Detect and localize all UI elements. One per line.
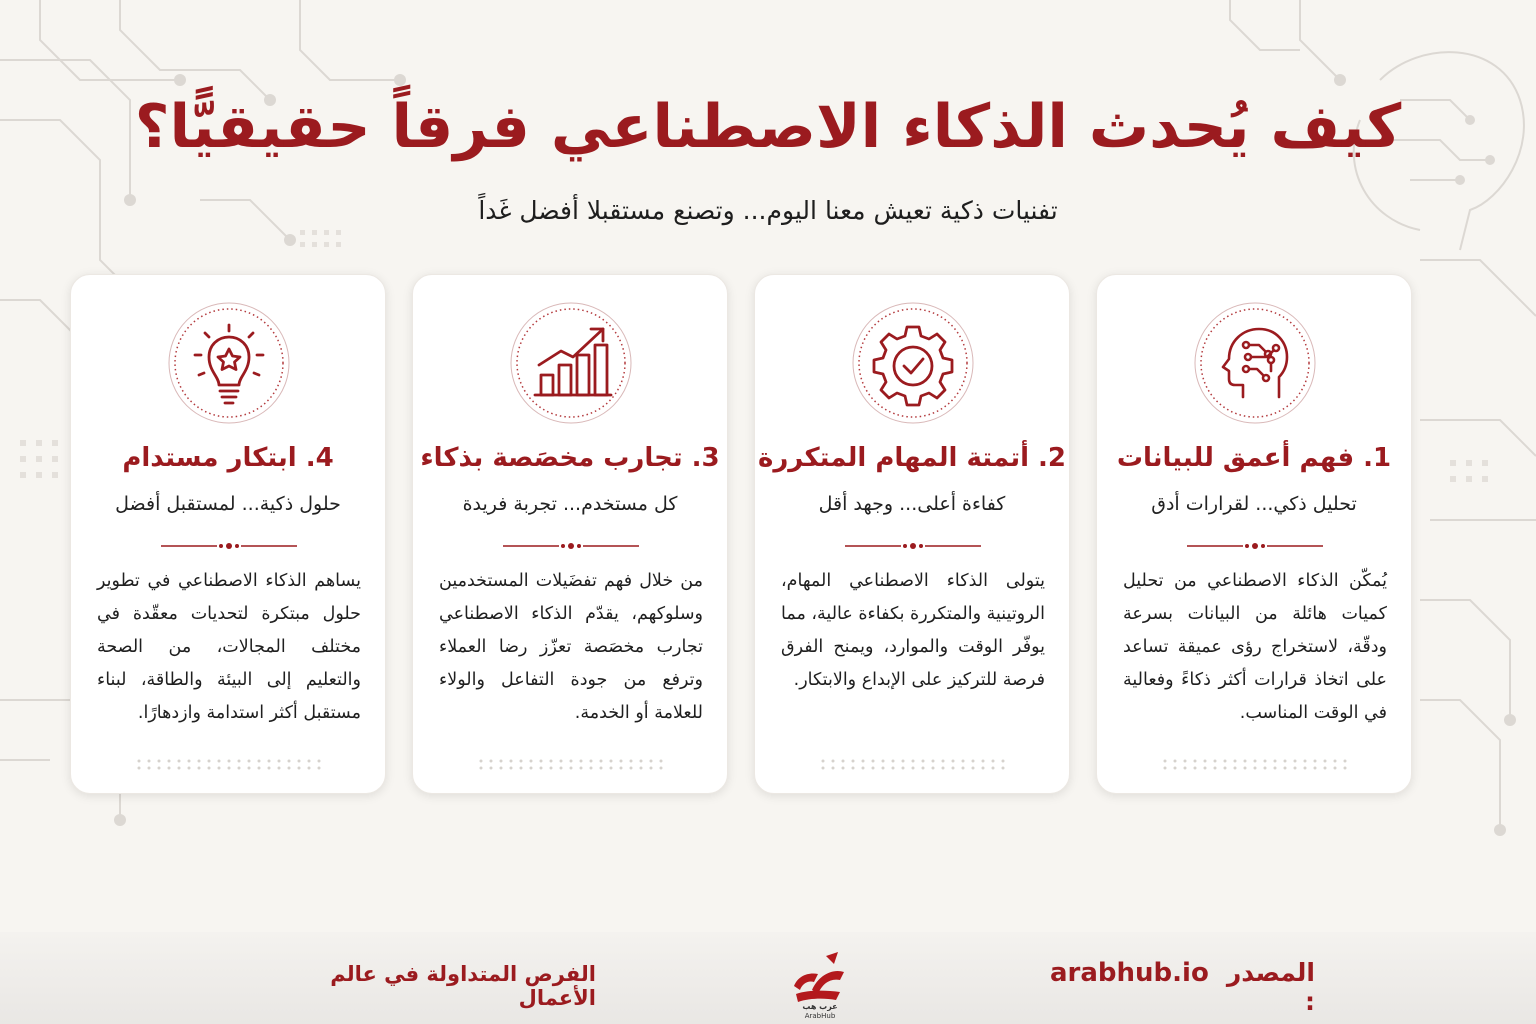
- gear-check-icon: [849, 299, 977, 427]
- brain-head-icon: [1191, 299, 1319, 427]
- card-body: يتولى الذكاء الاصطناعي المهام، الروتينية والمتكررة بكفاءة عالية، مما يوفّر الوقت والموارد، ويمنح الفرق فرصة للتركيز على الإبداع والابتكار.: [781, 571, 1045, 690]
- source-label: المصدر :: [1226, 958, 1315, 1016]
- card-title: 2. أتمتة المهام المتكررة: [757, 443, 1067, 473]
- card-subtitle: تحليل ذكي... لقرارات أدق: [1151, 493, 1357, 515]
- dots-ornament: [1155, 757, 1355, 771]
- divider-ornament: [845, 539, 981, 553]
- card-data-understanding: [1096, 274, 1412, 794]
- source-link[interactable]: arabhub.io: [1050, 958, 1209, 988]
- card-personalized-experiences: [412, 274, 728, 794]
- growth-chart-icon: [507, 299, 635, 427]
- card-subtitle: كفاءة أعلى... وجهد أقل: [818, 493, 1006, 515]
- card-title: 3. تجارب مخصَصة بذكاء: [420, 443, 720, 473]
- dots-ornament: [813, 757, 1013, 771]
- card-title: 4. ابتكار مستدام: [122, 443, 334, 473]
- dots-ornament: [471, 757, 671, 771]
- logo-arabic-text: عرب هب: [802, 1002, 838, 1011]
- feature-cards: [70, 274, 1412, 796]
- card-body: يُمكّن الذكاء الاصطناعي من تحليل كميات هائلة من البيانات بسرعة ودقّة، لاستخراج رؤى عميقة تساعد على اتخاذ قرارات أكثر ذكاءً وفعالية في الوقت المناسب.: [1123, 571, 1387, 723]
- card-body: يساهم الذكاء الاصطناعي في تطوير حلول مبتكرة لتحديات معقّدة في مختلف المجالات، من الصحة والتعليم إلى البيئة والطاقة، لبناء مستقبل أكثر استدامة وازدهارًا.: [97, 571, 361, 723]
- card-title: 1. فهم أعمق للبيانات: [1116, 443, 1392, 473]
- page-title: كيف يُحدث الذكاء الاصطناعي فرقاً حقيقيًّا؟: [134, 92, 1402, 162]
- card-subtitle: حلول ذكية... لمستقبل أفضل: [115, 493, 341, 515]
- footer-tagline: الفرص المتداولة في عالم الأعمال: [330, 962, 596, 1010]
- card-subtitle: كل مستخدم... تجربة فريدة: [462, 493, 678, 515]
- card-sustainable-innovation: [70, 274, 386, 794]
- dots-ornament: [129, 757, 329, 771]
- card-task-automation: [754, 274, 1070, 794]
- lightbulb-star-icon: [165, 299, 293, 427]
- card-body: من خلال فهم تفضَيلات المستخدمين وسلوكهم، يقدّم الذكاء الاصطناعي تجارب مخصَصة تعزّز رضا العملاء وترفع من جودة التفاعل والولاء للعلامة أو الخدمة.: [439, 571, 703, 723]
- divider-ornament: [161, 539, 297, 553]
- divider-ornament: [503, 539, 639, 553]
- divider-ornament: [1187, 539, 1323, 553]
- logo-english-text: ArabHub: [804, 1012, 836, 1020]
- page-subtitle: تفنيات ذكية تعيش معنا اليوم... وتصنع مستقبلا أفضل غَداً: [478, 196, 1058, 225]
